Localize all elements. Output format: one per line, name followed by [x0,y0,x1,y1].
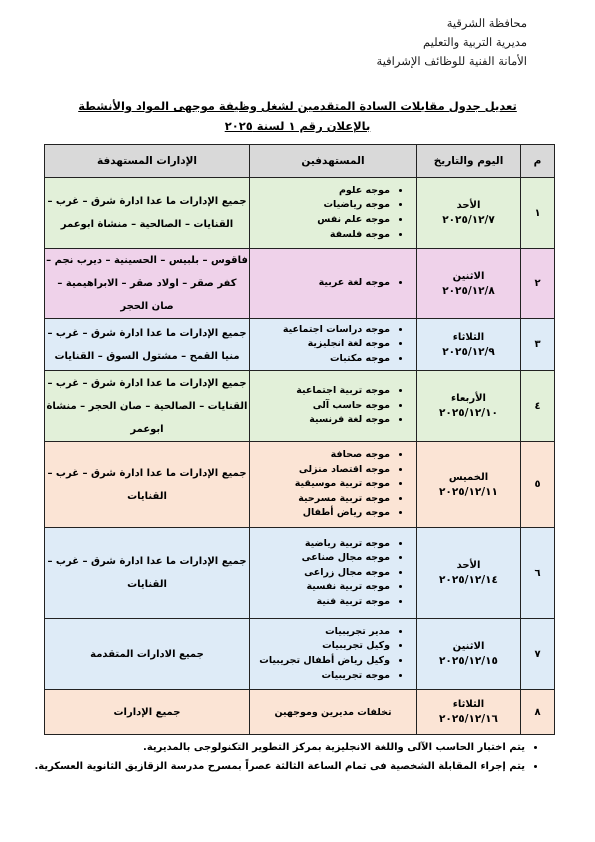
target-item: • موجه حاسب آلى [254,399,390,414]
row-number: ١ [521,178,555,249]
row-day-date [417,178,521,249]
row-date: ٢٠٢٥/١٢/١٦ [439,713,498,725]
target-list [250,384,416,428]
table-row [45,178,555,249]
target-item: • موجه تربية اجتماعية [254,384,390,399]
target-item: • موجه رياض أطفال [254,506,390,521]
target-item: • موجه مكتبات [254,352,390,367]
row-departments: فاقوس – بلبيس – الحسينية – ديرب نجم – كفر صقر – اولاد صقر – الابراهيمية – صان الحجر [45,249,250,319]
target-item: • موجه تربية فنية [254,595,390,610]
row-day: الاثنين [452,270,485,282]
table-body [45,178,555,735]
row-departments: جميع الإدارات ما عدا ادارة شرق – غرب – القنايات [45,442,250,528]
row-targets [250,528,417,619]
target-item: • موجه تجريبيات [254,669,390,684]
target-list [250,448,416,521]
issuer-header [377,14,527,71]
table-row [45,371,555,442]
row-day: الثلاثاء [452,699,485,710]
row-day: الأحد [456,200,481,211]
row-number: ٣ [521,319,555,371]
table-row [45,690,555,735]
row-day-date [417,690,521,735]
row-day-date [417,442,521,528]
target-item: • موجه علم نفس [254,213,390,228]
table-row [45,442,555,528]
target-item: • موجه لغة فرنسية [254,413,390,428]
row-number: ٦ [521,528,555,619]
governorate-name: محافظة الشرقية [446,16,527,30]
row-day-date [417,371,521,442]
target-item: • وكيل رياض أطفال تجريبيات [254,654,390,669]
row-departments: جميع الادارات المتقدمة [45,619,250,690]
header-num: م [521,145,555,178]
row-departments: جميع الإدارات ما عدا ادارة شرق – غرب – القنايات [45,528,250,619]
target-list [250,276,416,291]
row-date: ٢٠٢٥/١٢/٨ [442,284,495,297]
target-item: • موجه فلسفة [254,228,390,243]
row-date: ٢٠٢٥/١٢/١٥ [439,655,498,667]
directorate-name: مديرية التربية والتعليم [423,35,527,49]
target-item: • موجه دراسات اجتماعية [254,323,390,338]
row-targets [250,178,417,249]
row-day: الأحد [456,560,481,571]
row-targets [250,319,417,371]
target-item: • موجه علوم [254,184,390,199]
row-departments: جميع الإدارات [45,690,250,735]
target-item: • وكيل تجريبيات [254,639,390,654]
target-item: • موجه تربية مسرحية [254,492,390,507]
row-number: ٢ [521,249,555,319]
row-day: الثلاثاء [452,331,485,343]
table-row [45,619,555,690]
secretariat-name: الأمانة الفنية للوظائف الإشرافية [376,54,527,68]
row-targets [250,442,417,528]
target-item: • موجه مجال زراعى [254,566,390,581]
target-item: • مدير تجريبيات [254,625,390,640]
row-day: الأربعاء [451,393,486,404]
row-day-date [417,249,521,319]
title-main: تعديل جدول مقابلات السادة المتقدمين لشغل وظيفة موجهى المواد والأنشطة [78,99,517,113]
note-item: • يتم اختبار الحاسب الآلى واللغة الانجليزية بمركز التطوير التكنولوجى بالمديرية. [5,738,525,757]
row-departments: جميع الإدارات ما عدا ادارة شرق – غرب – منيا القمح – مشتول السوق – القنايات [45,319,250,371]
target-item: • موجه لغة عربية [254,276,390,291]
row-day-date [417,528,521,619]
table-row [45,249,555,319]
row-date: ٢٠٢٥/١٢/٧ [442,214,495,226]
row-targets [250,690,417,735]
table-row [45,528,555,619]
target-item: • موجه تربية نفسية [254,580,390,595]
target-item: • موجه اقتصاد منزلى [254,463,390,478]
row-number: ٥ [521,442,555,528]
interview-schedule-table [44,144,555,735]
title-announcement: بالإعلان رقم ١ لسنة ٢٠٢٥ [224,119,371,133]
note-item: • يتم إجراء المقابلة الشخصية فى تمام الساعة الثالثة عصراً بمسرح مدرسة الزقازيق الثانوية العسكرية. [5,757,525,776]
header-date: اليوم والتاريخ [417,145,521,178]
row-departments: جميع الإدارات ما عدا ادارة شرق – غرب – القنايات – الصالحية – منشاة ابوعمر [45,178,250,249]
header-depts: الإدارات المستهدفة [45,145,250,178]
target-list [250,184,416,242]
row-day-date [417,319,521,371]
row-day: الخميس [448,471,489,483]
row-targets [250,249,417,319]
row-date: ٢٠٢٥/١٢/١٠ [439,407,498,419]
row-date: ٢٠٢٥/١٢/١١ [439,485,498,498]
notes-list [5,738,543,776]
table-header-row [45,145,555,178]
row-number: ٨ [521,690,555,735]
row-day-date [417,619,521,690]
row-date: ٢٠٢٥/١٢/١٤ [439,574,498,586]
target-item: • موجه تربية موسيقية [254,477,390,492]
table-row [45,319,555,371]
target-list [250,625,416,683]
target-item: • موجه تربية رياضية [254,537,390,552]
row-targets [250,371,417,442]
target-text: تخلفات مديرين وموجهين [274,706,392,718]
target-item: • موجه صحافة [254,448,390,463]
row-targets [250,619,417,690]
row-date: ٢٠٢٥/١٢/٩ [442,345,495,358]
row-day: الاثنين [452,641,485,652]
row-departments: جميع الإدارات ما عدا ادارة شرق – غرب – القنايات – الصالحية – صان الحجر – منشاة ابوعمر [45,371,250,442]
header-target: المستهدفين [250,145,417,178]
row-number: ٧ [521,619,555,690]
target-list [250,537,416,610]
target-item: • موجه رياضيات [254,198,390,213]
target-item: • موجه مجال صناعى [254,551,390,566]
document-title [0,96,595,136]
target-list [250,323,416,367]
target-item: • موجه لغة انجليزية [254,337,390,352]
row-number: ٤ [521,371,555,442]
